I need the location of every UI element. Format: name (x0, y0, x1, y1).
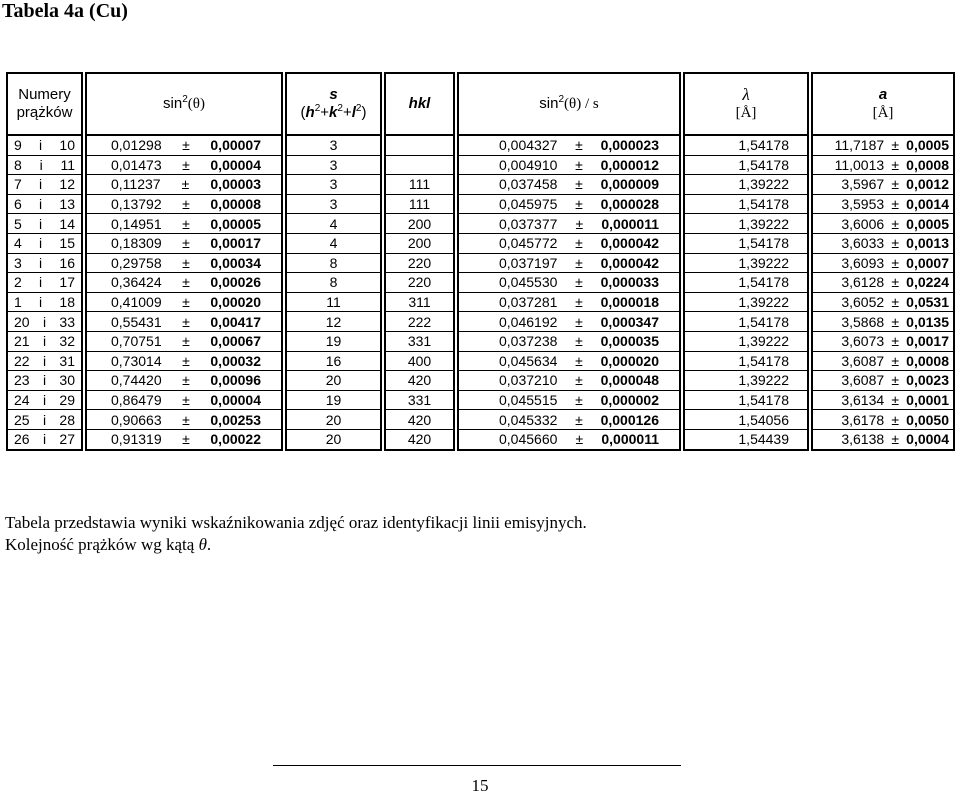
cell-a: 3,6087 ± 0,0023 (811, 371, 955, 391)
results-table (4, 72, 957, 451)
cell-sin2theta: 0,70751 ± 0,00067 (85, 332, 283, 352)
cell-ratio: 0,045515 ± 0,000002 (457, 391, 681, 411)
cell-numery: 5 i 14 (6, 214, 83, 234)
cell-sin2theta: 0,18309 ± 0,00017 (85, 234, 283, 254)
table-row (6, 312, 955, 332)
table-row (6, 391, 955, 411)
cell-sin2theta: 0,86479 ± 0,00004 (85, 391, 283, 411)
header-sin2theta: $\sin^2(\theta)$ (85, 72, 283, 134)
cell-s: 16 (285, 352, 382, 372)
cell-a: 3,6134 ± 0,0001 (811, 391, 955, 411)
caption-line-1: Tabela przedstawia wyniki wskaźnikowania zdjęć oraz identyfikacji linii emisyjnych. (5, 513, 587, 532)
table-row (6, 234, 955, 254)
cell-lambda: 1,54178 (683, 273, 809, 293)
header-a: a [Å] (811, 72, 955, 134)
cell-sin2theta: 0,74420 ± 0,00096 (85, 371, 283, 391)
footer-rule (273, 765, 681, 766)
cell-hkl: 220 (384, 273, 455, 293)
cell-sin2theta: 0,11237 ± 0,00003 (85, 175, 283, 195)
cell-sin2theta: 0,14951 ± 0,00005 (85, 214, 283, 234)
table-row (6, 195, 955, 215)
cell-numery: 7 i 12 (6, 175, 83, 195)
cell-s: 12 (285, 312, 382, 332)
cell-hkl: 311 (384, 293, 455, 313)
cell-s: 8 (285, 254, 382, 274)
cell-lambda: 1,39222 (683, 175, 809, 195)
table-row (6, 430, 955, 451)
cell-lambda: 1,39222 (683, 214, 809, 234)
table-row (6, 254, 955, 274)
cell-numery: 21 i 32 (6, 332, 83, 352)
table-row (6, 214, 955, 234)
cell-a: 3,6093 ± 0,0007 (811, 254, 955, 274)
table-row (6, 352, 955, 372)
table-row (6, 410, 955, 430)
table-row (6, 156, 955, 176)
cell-s: 20 (285, 430, 382, 451)
cell-ratio: 0,046192 ± 0,000347 (457, 312, 681, 332)
cell-ratio: 0,045975 ± 0,000028 (457, 195, 681, 215)
cell-s: 20 (285, 371, 382, 391)
cell-ratio: 0,037458 ± 0,000009 (457, 175, 681, 195)
cell-lambda: 1,54178 (683, 156, 809, 176)
cell-hkl (384, 134, 455, 156)
cell-hkl (384, 156, 455, 176)
cell-ratio: 0,037281 ± 0,000018 (457, 293, 681, 313)
cell-a: 3,6138 ± 0,0004 (811, 430, 955, 451)
cell-sin2theta: 0,90663 ± 0,00253 (85, 410, 283, 430)
cell-a: 3,6033 ± 0,0013 (811, 234, 955, 254)
cell-sin2theta: 0,01473 ± 0,00004 (85, 156, 283, 176)
cell-s: 3 (285, 134, 382, 156)
caption-line-2: Kolejność prążków wg kątą θ. (5, 535, 212, 554)
cell-a: 3,6178 ± 0,0050 (811, 410, 955, 430)
cell-hkl: 222 (384, 312, 455, 332)
header-numery: Numery prążków (6, 72, 83, 134)
cell-s: 4 (285, 234, 382, 254)
cell-hkl: 400 (384, 352, 455, 372)
cell-lambda: 1,54178 (683, 195, 809, 215)
cell-s: 8 (285, 273, 382, 293)
cell-lambda: 1,54056 (683, 410, 809, 430)
cell-numery: 9 i 10 (6, 134, 83, 156)
cell-lambda: 1,39222 (683, 293, 809, 313)
cell-sin2theta: 0,01298 ± 0,00007 (85, 134, 283, 156)
cell-ratio: 0,037210 ± 0,000048 (457, 371, 681, 391)
cell-numery: 2 i 17 (6, 273, 83, 293)
cell-a: 3,6087 ± 0,0008 (811, 352, 955, 372)
cell-hkl: 420 (384, 430, 455, 451)
table-row (6, 371, 955, 391)
cell-lambda: 1,54439 (683, 430, 809, 451)
header-s: s $(h^2+k^2+l^2)$ (285, 72, 382, 134)
cell-a: 3,5967 ± 0,0012 (811, 175, 955, 195)
cell-numery: 25 i 28 (6, 410, 83, 430)
cell-hkl: 200 (384, 214, 455, 234)
cell-ratio: 0,045772 ± 0,000042 (457, 234, 681, 254)
caption (5, 512, 587, 556)
cell-ratio: 0,004910 ± 0,000012 (457, 156, 681, 176)
page-number: 15 (471, 776, 489, 795)
cell-sin2theta: 0,36424 ± 0,00026 (85, 273, 283, 293)
cell-a: 3,6128 ± 0,0224 (811, 273, 955, 293)
cell-numery: 8 i 11 (6, 156, 83, 176)
cell-numery: 22 i 31 (6, 352, 83, 372)
table-row (6, 273, 955, 293)
cell-lambda: 1,39222 (683, 332, 809, 352)
cell-ratio: 0,045634 ± 0,000020 (457, 352, 681, 372)
table-header-row (6, 72, 955, 134)
table-row (6, 175, 955, 195)
cell-hkl: 331 (384, 332, 455, 352)
cell-sin2theta: 0,29758 ± 0,00034 (85, 254, 283, 274)
cell-ratio: 0,045660 ± 0,000011 (457, 430, 681, 451)
cell-a: 3,6073 ± 0,0017 (811, 332, 955, 352)
cell-a: 3,5953 ± 0,0014 (811, 195, 955, 215)
cell-a: 3,6006 ± 0,0005 (811, 214, 955, 234)
cell-lambda: 1,54178 (683, 234, 809, 254)
table-row (6, 332, 955, 352)
cell-sin2theta: 0,41009 ± 0,00020 (85, 293, 283, 313)
cell-lambda: 1,54178 (683, 312, 809, 332)
cell-s: 20 (285, 410, 382, 430)
cell-numery: 23 i 30 (6, 371, 83, 391)
cell-ratio: 0,045530 ± 0,000033 (457, 273, 681, 293)
cell-ratio: 0,004327 ± 0,000023 (457, 134, 681, 156)
cell-ratio: 0,037377 ± 0,000011 (457, 214, 681, 234)
cell-ratio: 0,045332 ± 0,000126 (457, 410, 681, 430)
cell-a: 3,5868 ± 0,0135 (811, 312, 955, 332)
cell-numery: 24 i 29 (6, 391, 83, 411)
cell-numery: 26 i 27 (6, 430, 83, 451)
cell-lambda: 1,39222 (683, 254, 809, 274)
cell-a: 3,6052 ± 0,0531 (811, 293, 955, 313)
cell-a: 11,0013 ± 0,0008 (811, 156, 955, 176)
cell-numery: 1 i 18 (6, 293, 83, 313)
table-row (6, 293, 955, 313)
cell-s: 3 (285, 195, 382, 215)
cell-sin2theta: 0,13792 ± 0,00008 (85, 195, 283, 215)
cell-numery: 20 i 33 (6, 312, 83, 332)
cell-hkl: 220 (384, 254, 455, 274)
cell-sin2theta: 0,55431 ± 0,00417 (85, 312, 283, 332)
cell-s: 19 (285, 332, 382, 352)
cell-lambda: 1,39222 (683, 371, 809, 391)
cell-sin2theta: 0,91319 ± 0,00022 (85, 430, 283, 451)
cell-lambda: 1,54178 (683, 391, 809, 411)
cell-numery: 3 i 16 (6, 254, 83, 274)
page-title: Tabela 4a (Cu) (2, 0, 128, 22)
cell-ratio: 0,037238 ± 0,000035 (457, 332, 681, 352)
header-hkl: hkl (384, 72, 455, 134)
cell-lambda: 1,54178 (683, 134, 809, 156)
cell-lambda: 1,54178 (683, 352, 809, 372)
table-row (6, 134, 955, 156)
cell-numery: 6 i 13 (6, 195, 83, 215)
cell-numery: 4 i 15 (6, 234, 83, 254)
cell-sin2theta: 0,73014 ± 0,00032 (85, 352, 283, 372)
cell-s: 19 (285, 391, 382, 411)
cell-hkl: 111 (384, 195, 455, 215)
cell-s: 4 (285, 214, 382, 234)
cell-hkl: 420 (384, 410, 455, 430)
cell-ratio: 0,037197 ± 0,000042 (457, 254, 681, 274)
cell-s: 11 (285, 293, 382, 313)
header-ratio: $\sin^2(\theta)$ / s (457, 72, 681, 134)
cell-a: 11,7187 ± 0,0005 (811, 134, 955, 156)
cell-s: 3 (285, 175, 382, 195)
cell-hkl: 420 (384, 371, 455, 391)
cell-hkl: 200 (384, 234, 455, 254)
header-lambda: λ [Å] (683, 72, 809, 134)
table-body (6, 134, 955, 451)
cell-s: 3 (285, 156, 382, 176)
cell-hkl: 331 (384, 391, 455, 411)
cell-hkl: 111 (384, 175, 455, 195)
